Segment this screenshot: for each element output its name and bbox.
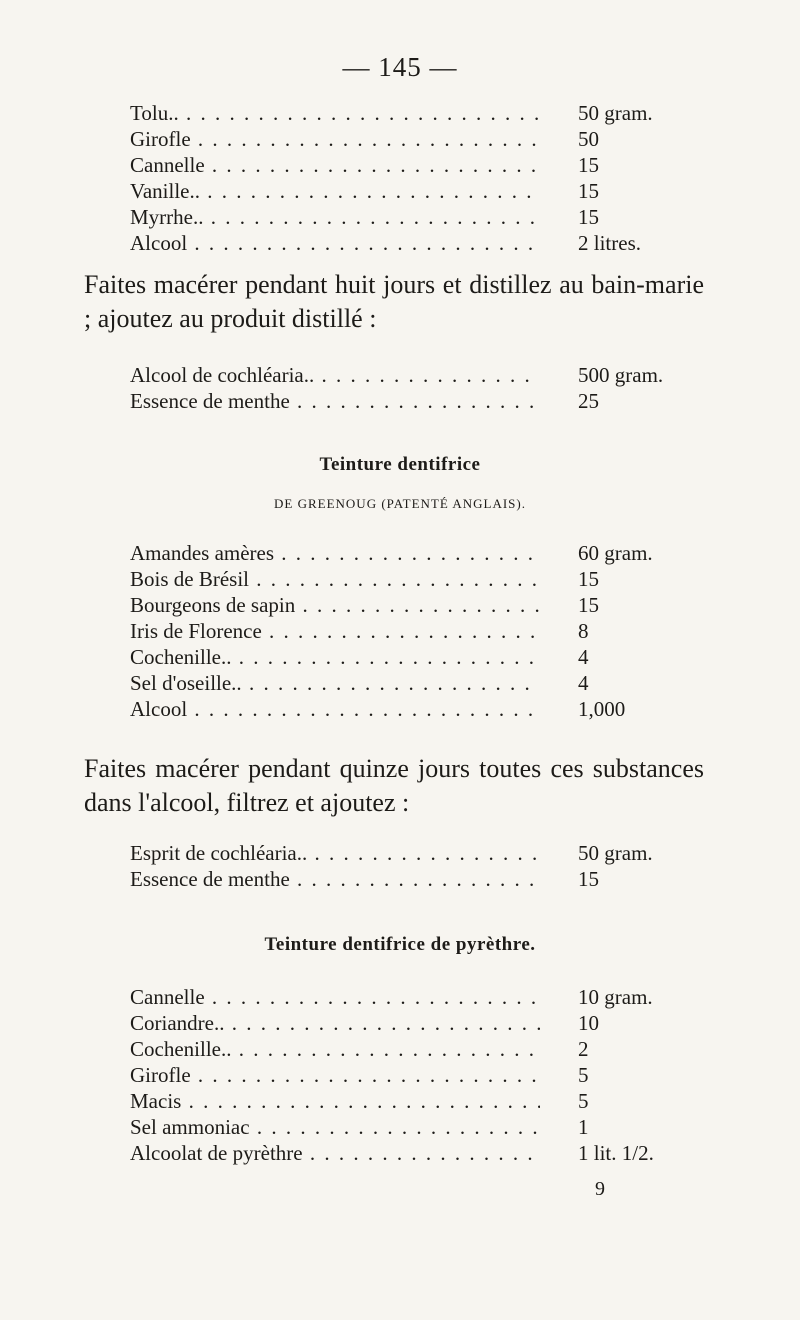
list-item: [130, 152, 690, 178]
list-item: [130, 984, 690, 1010]
ingredient-list-2: [130, 362, 690, 414]
ingredient-qty: 15: [578, 867, 599, 891]
ingredient-name: Sel d'oseille.. . . .: [130, 670, 540, 696]
ingredient-qty: 5: [578, 1063, 589, 1087]
ingredient-qty: 15: [578, 205, 599, 229]
ingredient-name: Sel ammoniac . . .: [130, 1114, 540, 1140]
list-item: [130, 866, 690, 892]
ingredient-name: Vanille.. . . .: [130, 178, 540, 204]
ingredient-list-5: [130, 984, 690, 1166]
section-heading: Teinture dentifrice de pyrèthre.: [264, 934, 536, 955]
list-item: [130, 204, 690, 230]
ingredient-qty: 8: [578, 619, 589, 643]
ingredient-name: Alcool . . .: [130, 696, 540, 722]
ingredient-qty: 50 gram.: [578, 841, 653, 865]
page-number: — 145 —: [342, 52, 458, 82]
list-item: [130, 362, 690, 388]
signature-mark: 9: [595, 1178, 605, 1200]
ingredient-name: Coriandre.. . . .: [130, 1010, 540, 1036]
ingredient-qty: 1 lit. 1/2.: [578, 1141, 654, 1165]
ingredient-name: Bourgeons de sapin . . .: [130, 592, 540, 618]
ingredient-qty: 15: [578, 179, 599, 203]
ingredient-qty: 4: [578, 645, 589, 669]
list-item: [130, 1140, 690, 1166]
ingredient-qty: 15: [578, 567, 599, 591]
ingredient-name: Alcoolat de pyrèthre . . .: [130, 1140, 540, 1166]
ingredient-name: Essence de menthe . . .: [130, 388, 540, 414]
ingredient-qty: 10: [578, 1011, 599, 1035]
list-item: [130, 1088, 690, 1114]
ingredient-qty: 15: [578, 593, 599, 617]
ingredient-name: Esprit de cochléaria.. . . .: [130, 840, 540, 866]
list-item: [130, 388, 690, 414]
ingredient-qty: 4: [578, 671, 589, 695]
ingredient-name: Iris de Florence . . .: [130, 618, 540, 644]
ingredient-qty: 60 gram.: [578, 541, 653, 565]
list-item: [130, 696, 690, 722]
list-item: [130, 230, 690, 256]
ingredient-qty: 2 litres.: [578, 231, 641, 255]
list-item: [130, 1036, 690, 1062]
ingredient-list-1: [130, 100, 690, 256]
list-item: [130, 670, 690, 696]
ingredient-name: Bois de Brésil . . .: [130, 566, 540, 592]
ingredient-name: Amandes amères . . .: [130, 540, 540, 566]
list-item: [130, 178, 690, 204]
ingredient-qty: 5: [578, 1089, 589, 1113]
ingredient-qty: 25: [578, 389, 599, 413]
ingredient-name: Alcool . . .: [130, 230, 540, 256]
ingredient-qty: 1,000: [578, 697, 626, 721]
paragraph-instructions-1: Faites macérer pendant huit jours et distillez au bain-marie ; ajoutez au produit distillé :: [84, 270, 704, 333]
list-item: [130, 1114, 690, 1140]
ingredient-qty: 50 gram.: [578, 101, 653, 125]
ingredient-name: Cochenille.. . . .: [130, 1036, 540, 1062]
ingredient-name: Macis . . .: [130, 1088, 540, 1114]
list-item: [130, 540, 690, 566]
ingredient-qty: 1: [578, 1115, 589, 1139]
ingredient-list-3: [130, 540, 690, 722]
ingredient-qty: 500 gram.: [578, 363, 664, 387]
ingredient-name: Cannelle . . .: [130, 152, 540, 178]
list-item: [130, 566, 690, 592]
list-item: [130, 592, 690, 618]
ingredient-name: Alcool de cochléaria.. . . .: [130, 362, 540, 388]
list-item: [130, 1010, 690, 1036]
list-item: [130, 840, 690, 866]
ingredient-qty: 10 gram.: [578, 985, 653, 1009]
ingredient-qty: 50: [578, 127, 599, 151]
ingredient-name: Essence de menthe . . .: [130, 866, 540, 892]
ingredient-name: Cochenille.. . . .: [130, 644, 540, 670]
ingredient-list-4: [130, 840, 690, 892]
ingredient-name: Cannelle . . .: [130, 984, 540, 1010]
list-item: [130, 126, 690, 152]
list-item: [130, 644, 690, 670]
ingredient-qty: 2: [578, 1037, 589, 1061]
ingredient-qty: 15: [578, 153, 599, 177]
paragraph-instructions-2: Faites macérer pendant quinze jours toutes ces substances dans l'alcool, filtrez et ajoutez :: [84, 754, 704, 817]
section-heading: Teinture dentifrice: [319, 454, 481, 475]
ingredient-name: Girofle . . .: [130, 1062, 540, 1088]
ingredient-name: Myrrhe.. . . .: [130, 204, 540, 230]
section-subheading: DE GREENOUG (PATENTÉ ANGLAIS).: [274, 496, 526, 511]
list-item: [130, 100, 690, 126]
list-item: [130, 1062, 690, 1088]
ingredient-name: Tolu.. . . .: [130, 100, 540, 126]
ingredient-name: Girofle . . .: [130, 126, 540, 152]
list-item: [130, 618, 690, 644]
